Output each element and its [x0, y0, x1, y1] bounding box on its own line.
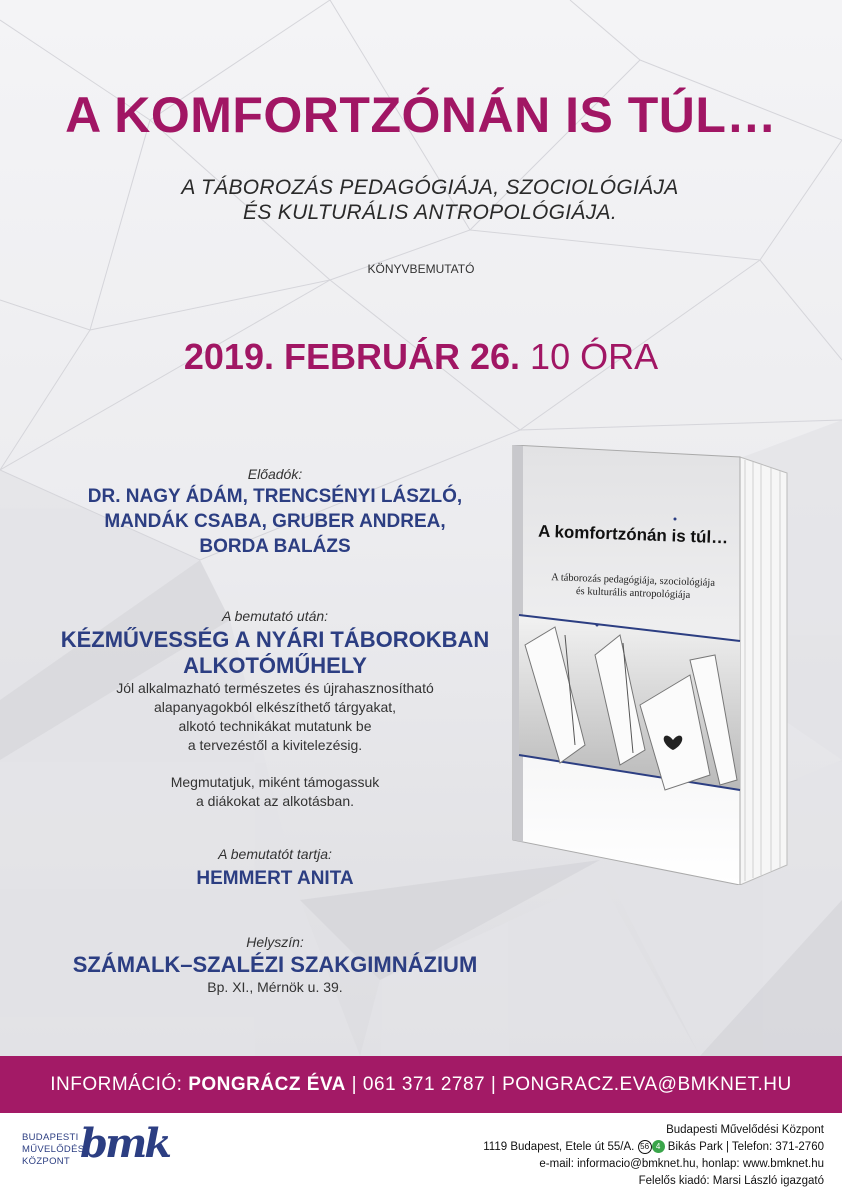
subtitle-line-2: ÉS KULTURÁLIS ANTROPOLÓGIÁJA.: [243, 201, 617, 224]
separator-1: |: [351, 1074, 363, 1095]
presenter-section: [40, 846, 510, 891]
logo-mark: bmk: [80, 1120, 170, 1167]
workshop-desc-4: a tervezéstől a kivitelezésig.: [187, 737, 363, 753]
book-cover-image: [505, 445, 795, 885]
workshop-desc-1: Jól alkalmazható természetes és újrahasznosítható: [116, 680, 434, 696]
tram-icon: 56: [638, 1140, 652, 1154]
workshop-label: A bemutató után:: [221, 608, 329, 624]
org-contacts[interactable]: e-mail: informacio@bmknet.hu, honlap: www.bmknet.hu: [539, 1158, 824, 1170]
subtitle-line-1: A TÁBOROZÁS PEDAGÓGIÁJA, SZOCIOLÓGIÁJA: [181, 176, 679, 199]
event-day: 2019. FEBRUÁR 26.: [183, 336, 521, 377]
info-bar: [0, 1056, 842, 1113]
venue-name: SZÁMALK–SZALÉZI SZAKGIMNÁZIUM: [72, 952, 478, 977]
separator-2: |: [490, 1074, 503, 1095]
logo-line-3: KÖZPONT: [22, 1156, 71, 1167]
workshop-desc-3: alkotó technikákat mutatunk be: [178, 718, 372, 734]
workshop-section: [40, 608, 510, 811]
event-date: [0, 336, 842, 378]
workshop-desc-6: a diákokat az alkotásban.: [196, 793, 354, 809]
workshop-desc-5: Megmutatjuk, miként támogassuk: [170, 774, 380, 790]
logo-line-1: BUDAPESTI: [22, 1132, 79, 1143]
speakers-label: Előadók:: [247, 466, 303, 482]
event-type: KÖNYVBEMUTATÓ: [367, 262, 475, 276]
speakers-section: [40, 466, 510, 559]
event-time: 10 ÓRA: [530, 336, 659, 377]
venue-address: Bp. XI., Mérnök u. 39.: [207, 979, 343, 995]
presenter-name: HEMMERT ANITA: [196, 868, 354, 889]
bmk-logo: [8, 1120, 170, 1182]
workshop-title-2: ALKOTÓMŰHELY: [183, 653, 367, 678]
speakers-line-3: BORDA BALÁZS: [199, 536, 351, 557]
org-phone[interactable]: Telefon: 371-2760: [731, 1141, 824, 1153]
book-subtitle-2: és kulturális antropológiája: [575, 586, 691, 601]
org-address-line: 1119 Budapest, Etele út 55/A. 56 4 Bikás Park | Telefon: 371-2760: [483, 1141, 824, 1153]
presenter-label: A bemutatót tartja:: [218, 846, 332, 862]
logo-line-2: MŰVELŐDÉSI: [22, 1144, 88, 1155]
org-publisher: Felelős kiadó: Marsi László igazgató: [638, 1175, 824, 1187]
event-title: A KOMFORTZÓNÁN IS TÚL…: [65, 87, 777, 143]
contact-name: PONGRÁCZ ÉVA: [188, 1074, 346, 1095]
metro-icon: 4: [652, 1140, 665, 1153]
book-title: A komfortzónán is túl…: [537, 521, 729, 548]
organization-info: [483, 1122, 824, 1190]
workshop-desc-2: alapanyagokból elkészíthető tárgyakat,: [153, 699, 397, 715]
org-stop: Bikás Park: [667, 1141, 723, 1153]
contact-email[interactable]: PONGRACZ.EVA@BMKNET.HU: [502, 1074, 792, 1095]
info-label: INFORMÁCIÓ:: [50, 1074, 183, 1095]
book-subtitle-1: A táborozás pedagógiája, szociológiája: [551, 572, 716, 589]
speakers-line-1: DR. NAGY ÁDÁM, TRENCSÉNYI LÁSZLÓ,: [87, 486, 463, 507]
speakers-line-2: MANDÁK CSABA, GRUBER ANDREA,: [104, 511, 446, 532]
org-name: Budapesti Művelődési Központ: [666, 1124, 824, 1136]
venue-section: [40, 934, 510, 997]
venue-label: Helyszín:: [246, 934, 304, 950]
workshop-title-1: KÉZMŰVESSÉG A NYÁRI TÁBOROKBAN: [60, 627, 490, 652]
org-address: 1119 Budapest, Etele út 55/A.: [483, 1141, 635, 1153]
contact-phone[interactable]: 061 371 2787: [362, 1074, 486, 1095]
